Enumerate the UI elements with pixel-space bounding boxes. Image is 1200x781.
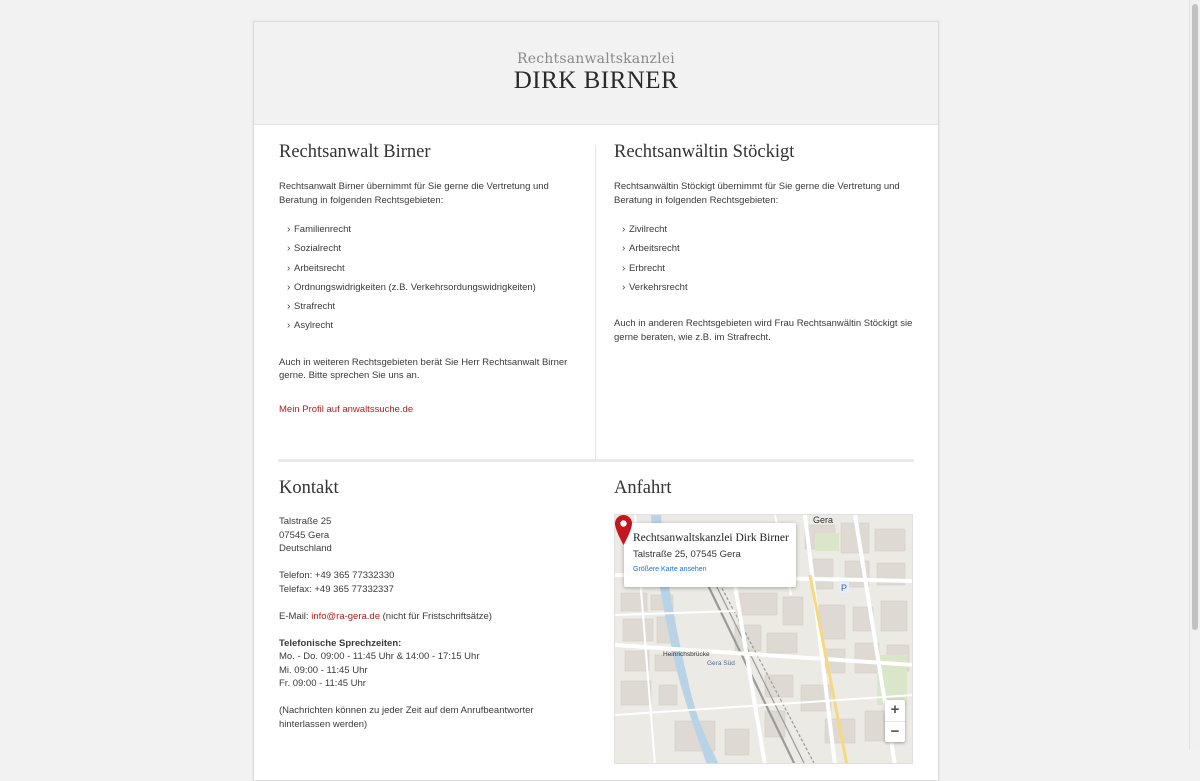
contact-fax: Telefax: +49 365 77332337 [279, 583, 394, 595]
stoeckigt-outro: Auch in anderen Rechtsgebieten wird Frau Rechtsanwältin Stöckigt sie gerne beraten, wie z.B. im Strafrecht. [614, 318, 913, 343]
map-info-card [624, 523, 796, 587]
map-label-city: Gera [813, 515, 834, 525]
map-pin-icon[interactable] [615, 515, 632, 545]
chevron-right-icon: › [287, 243, 291, 255]
list-item [622, 220, 914, 239]
map-label-station: Gera Süd [707, 660, 735, 667]
list-item [287, 297, 579, 316]
contact-street: Talstraße 25 [279, 516, 332, 527]
list-item [287, 220, 579, 239]
list-item-label: Ordnungswidrigkeiten (z.B. Verkehrsordungswidrigkeiten) [294, 281, 536, 293]
chevron-right-icon: › [622, 281, 626, 293]
zoom-out-button[interactable]: − [885, 721, 905, 743]
birner-outro: Auch in weiteren Rechtsgebieten berät Sie Herr Rechtsanwalt Birner gerne. Bitte sprechen Sie uns an. [279, 356, 568, 382]
hours-heading: Telefonische Sprechzeiten: [279, 637, 402, 649]
hours-line: Mi. 09:00 - 11:45 Uhr [279, 664, 368, 676]
map-embed[interactable] [614, 514, 913, 764]
stoeckigt-section [614, 141, 914, 344]
list-item-label: Asylrecht [294, 320, 334, 332]
chevron-right-icon: › [287, 281, 291, 293]
answering-machine-note: (Nachrichten können zu jeder Zeit auf dem Anrufbeantworter hinterlassen werden) [279, 705, 534, 730]
section-divider [278, 459, 914, 462]
birner-section [279, 141, 579, 416]
email-label: E-Mail: [279, 610, 312, 622]
list-item [622, 278, 914, 297]
chevron-right-icon: › [287, 320, 291, 332]
list-item [622, 259, 914, 278]
site-subtitle: Rechtsanwaltskanzlei [517, 51, 675, 67]
birner-areas-list [279, 220, 579, 336]
map-card-name: Rechtsanwaltskanzlei Dirk Birner [633, 532, 789, 544]
list-item [622, 239, 914, 258]
page-container [253, 21, 939, 781]
contact-country: Deutschland [279, 543, 332, 554]
contact-city: 07545 Gera [279, 529, 330, 541]
list-item [287, 259, 579, 278]
list-item [287, 239, 579, 258]
chevron-right-icon: › [622, 243, 626, 255]
birner-intro: Rechtsanwalt Birner übernimmt für Sie gerne die Vertretung und Beratung in folgenden Rechtsgebieten: [279, 181, 549, 206]
zoom-in-button[interactable]: + [890, 701, 900, 718]
contact-phone: Telefon: +49 365 77332330 [279, 570, 395, 581]
list-item-label: Arbeitsrecht [629, 243, 680, 255]
hours-line: Fr. 09:00 - 11:45 Uhr [279, 678, 366, 689]
directions-section [614, 477, 914, 499]
profile-link[interactable]: Mein Profil auf anwaltssuche.de [279, 403, 414, 415]
chevron-right-icon: › [622, 224, 626, 235]
chevron-right-icon: › [287, 301, 291, 313]
email-link[interactable]: info@ra-gera.de [311, 610, 380, 622]
map-label-parking: P [841, 583, 848, 593]
list-item [287, 316, 579, 335]
chevron-right-icon: › [287, 262, 291, 274]
list-item [287, 278, 579, 297]
hours-line: Mo. - Do. 09:00 - 11:45 Uhr & 14:00 - 17:15 Uhr [279, 651, 480, 662]
list-item-label: Sozialrecht [294, 243, 341, 255]
scrollbar-thumb[interactable] [1192, 4, 1198, 630]
list-item-label: Strafrecht [294, 301, 336, 313]
map-zoom-controls [885, 700, 905, 742]
chevron-right-icon: › [622, 262, 626, 274]
email-note: (nicht für Fristschriftsätze) [380, 610, 492, 622]
birner-heading: Rechtsanwalt Birner [279, 142, 431, 162]
map-card-address: Talstraße 25, 07545 Gera [633, 549, 741, 560]
list-item-label: Erbrecht [629, 262, 665, 274]
list-item-label: Verkehrsrecht [629, 281, 688, 293]
scrollbar[interactable] [1189, 0, 1200, 750]
list-item-label: Zivilrecht [629, 224, 668, 235]
site-header [254, 22, 938, 125]
column-divider [595, 145, 596, 459]
stoeckigt-areas-list [614, 220, 914, 297]
map-label-bridge: Heinrichsbrücke [663, 651, 710, 658]
stoeckigt-heading: Rechtsanwältin Stöckigt [614, 142, 795, 162]
stoeckigt-intro: Rechtsanwältin Stöckigt übernimmt für Sie gerne die Vertretung und Beratung in folgenden Rechtsgebieten: [614, 181, 900, 206]
contact-section [279, 477, 579, 731]
list-item-label: Arbeitsrecht [294, 262, 345, 274]
larger-map-link[interactable]: Größere Karte ansehen [633, 566, 707, 573]
site-title[interactable]: DIRK BIRNER [513, 67, 679, 94]
contact-heading: Kontakt [279, 478, 339, 498]
chevron-right-icon: › [287, 224, 291, 235]
list-item-label: Familienrecht [294, 224, 352, 235]
directions-heading: Anfahrt [614, 478, 672, 498]
